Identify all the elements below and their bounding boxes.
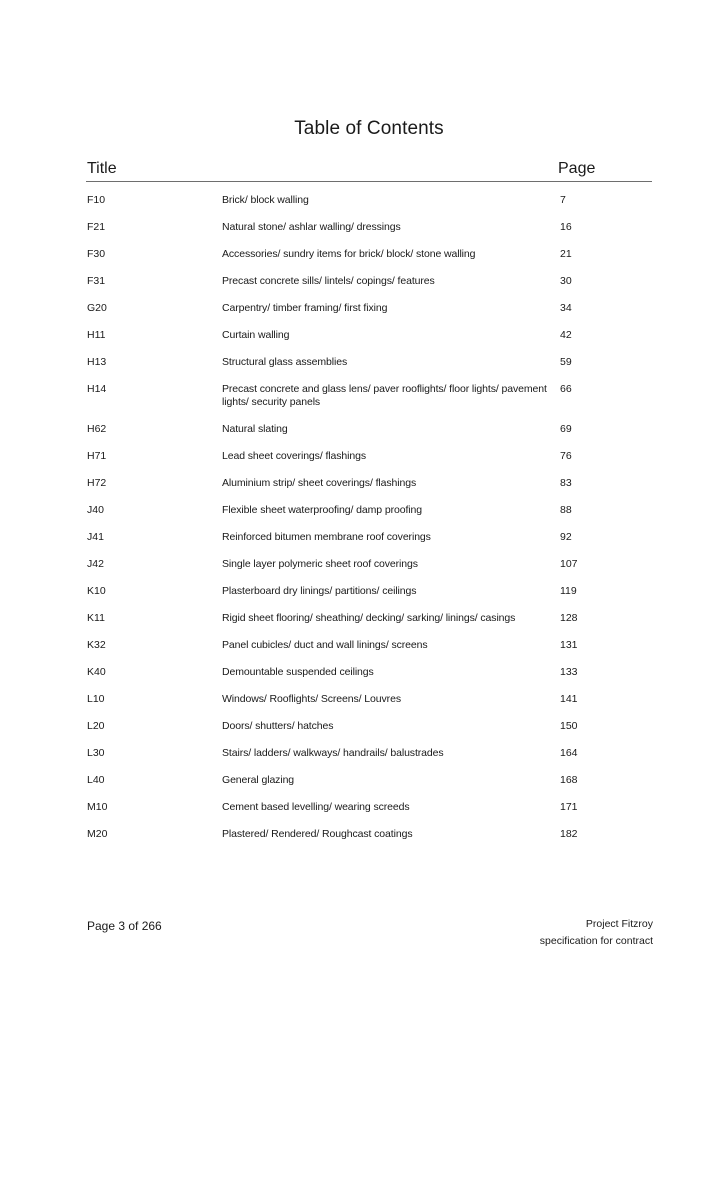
toc-entry[interactable] [0, 275, 720, 288]
toc-entry-page: 164 [560, 747, 578, 759]
toc-entry-title: Curtain walling [222, 329, 290, 341]
toc-entry[interactable] [0, 612, 720, 625]
column-header-title: Title [87, 160, 117, 177]
column-header-page: Page [558, 160, 596, 177]
toc-entry[interactable] [0, 720, 720, 733]
toc-entry-page: 92 [560, 531, 572, 543]
toc-entry-title: Demountable suspended ceilings [222, 666, 374, 678]
toc-entry-title: Windows/ Rooflights/ Screens/ Louvres [222, 693, 401, 705]
toc-entry[interactable] [0, 221, 720, 234]
toc-entry-title: Flexible sheet waterproofing/ damp proofing [222, 504, 422, 516]
toc-entry[interactable] [0, 329, 720, 342]
toc-entry-code: F21 [87, 221, 106, 233]
toc-entry-title: Cement based levelling/ wearing screeds [222, 801, 410, 813]
toc-entry-title: Precast concrete sills/ lintels/ copings/ features [222, 275, 435, 287]
toc-entry-title: Structural glass assemblies [222, 356, 348, 368]
toc-entry[interactable] [0, 585, 720, 598]
toc-entry-page: 131 [560, 639, 578, 651]
toc-entry-code: F10 [87, 194, 106, 206]
toc-entry-page: 88 [560, 504, 572, 516]
toc-entry-page: 150 [560, 720, 578, 732]
toc-entry[interactable] [0, 477, 720, 490]
toc-entry-page: 34 [560, 302, 572, 314]
toc-entry-title: Natural stone/ ashlar walling/ dressings [222, 221, 401, 233]
toc-entry-page: 182 [560, 828, 578, 840]
header-divider [86, 181, 652, 182]
toc-entry-code: K10 [87, 585, 106, 597]
toc-entry[interactable] [0, 693, 720, 706]
toc-entry-title: Panel cubicles/ duct and wall linings/ screens [222, 639, 428, 651]
toc-entry[interactable] [0, 423, 720, 436]
page-number: Page 3 of 266 [87, 919, 162, 933]
toc-entry-code: H72 [87, 477, 107, 489]
toc-entry-code: J42 [87, 558, 104, 570]
toc-entry[interactable] [0, 828, 720, 841]
toc-entry-code: H13 [87, 356, 107, 368]
toc-entry-title: Rigid sheet flooring/ sheathing/ decking/ sarking/ linings/ casings [222, 612, 516, 624]
toc-entry-code: G20 [87, 302, 107, 314]
project-name: Project Fitzroy [585, 918, 653, 930]
toc-entry[interactable] [0, 639, 720, 652]
toc-entry-code: F30 [87, 248, 106, 260]
toc-entry-code: K11 [87, 612, 105, 624]
toc-entry-code: J40 [87, 504, 104, 516]
toc-entry-page: 66 [560, 383, 572, 395]
spec-label: specification for contract [539, 935, 653, 947]
toc-entry-title: Plasterboard dry linings/ partitions/ ceilings [222, 585, 417, 597]
toc-entry-page: 7 [560, 194, 566, 206]
toc-entry[interactable] [0, 801, 720, 814]
toc-entry-code: H71 [87, 450, 107, 462]
toc-entry[interactable] [0, 302, 720, 315]
toc-entry-page: 76 [560, 450, 572, 462]
toc-entry-page: 128 [560, 612, 578, 624]
toc-entry-code: M10 [87, 801, 108, 813]
toc-entry[interactable] [0, 774, 720, 787]
toc-entry-page: 21 [560, 248, 572, 260]
toc-entry-code: H62 [87, 423, 107, 435]
page-title: Table of Contents [294, 118, 444, 139]
toc-entry-code: L30 [87, 747, 105, 759]
toc-entry-page: 16 [560, 221, 572, 233]
toc-entry-page: 119 [560, 585, 577, 597]
toc-entry-page: 133 [560, 666, 578, 678]
toc-entry[interactable] [0, 504, 720, 517]
toc-entry-code: L40 [87, 774, 105, 786]
toc-entry-title: Stairs/ ladders/ walkways/ handrails/ balustrades [222, 747, 444, 759]
toc-entry-title: Doors/ shutters/ hatches [222, 720, 334, 732]
toc-entry-page: 59 [560, 356, 572, 368]
toc-entry[interactable] [0, 666, 720, 679]
toc-entry-page: 107 [560, 558, 578, 570]
toc-entry-code: F31 [87, 275, 106, 287]
toc-entry-code: L20 [87, 720, 105, 732]
toc-entry-page: 171 [560, 801, 578, 813]
toc-entry-code: L10 [87, 693, 105, 705]
toc-entry[interactable] [0, 450, 720, 463]
toc-entry[interactable] [0, 383, 720, 409]
toc-entry[interactable] [0, 356, 720, 369]
toc-entry[interactable] [0, 531, 720, 544]
toc-entry-title: Accessories/ sundry items for brick/ block/ stone walling [222, 248, 476, 260]
toc-entry-title: Aluminium strip/ sheet coverings/ flashings [222, 477, 417, 489]
toc-entry-page: 141 [560, 693, 578, 705]
toc-entry-title: Carpentry/ timber framing/ first fixing [222, 302, 388, 314]
toc-entry-page: 69 [560, 423, 572, 435]
toc-entry-title: Lead sheet coverings/ flashings [222, 450, 366, 462]
toc-entry-code: H14 [87, 383, 107, 395]
toc-entry-title: Natural slating [222, 423, 288, 435]
toc-entry-title: General glazing [222, 774, 295, 786]
toc-entry-page: 42 [560, 329, 572, 341]
toc-entry-title: Single layer polymeric sheet roof coverings [222, 558, 418, 570]
toc-list [0, 194, 720, 855]
toc-entry-page: 83 [560, 477, 572, 489]
toc-entry-title: Reinforced bitumen membrane roof coverings [222, 531, 431, 543]
footer-project-info [540, 916, 653, 950]
toc-entry-page: 30 [560, 275, 572, 287]
toc-entry-code: J41 [87, 531, 104, 543]
toc-entry[interactable] [0, 194, 720, 207]
toc-entry-code: H11 [87, 329, 106, 341]
toc-entry[interactable] [0, 248, 720, 261]
toc-entry-page: 168 [560, 774, 578, 786]
toc-entry[interactable] [0, 558, 720, 571]
toc-entry-title: Plastered/ Rendered/ Roughcast coatings [222, 828, 413, 840]
toc-entry[interactable] [0, 747, 720, 760]
toc-entry-code: K32 [87, 639, 106, 651]
toc-entry-code: M20 [87, 828, 108, 840]
toc-entry-title: Precast concrete and glass lens/ paver rooflights/ floor lights/ pavement lights/ security panels [222, 383, 547, 408]
toc-entry-title: Brick/ block walling [222, 194, 309, 206]
toc-entry-code: K40 [87, 666, 106, 678]
